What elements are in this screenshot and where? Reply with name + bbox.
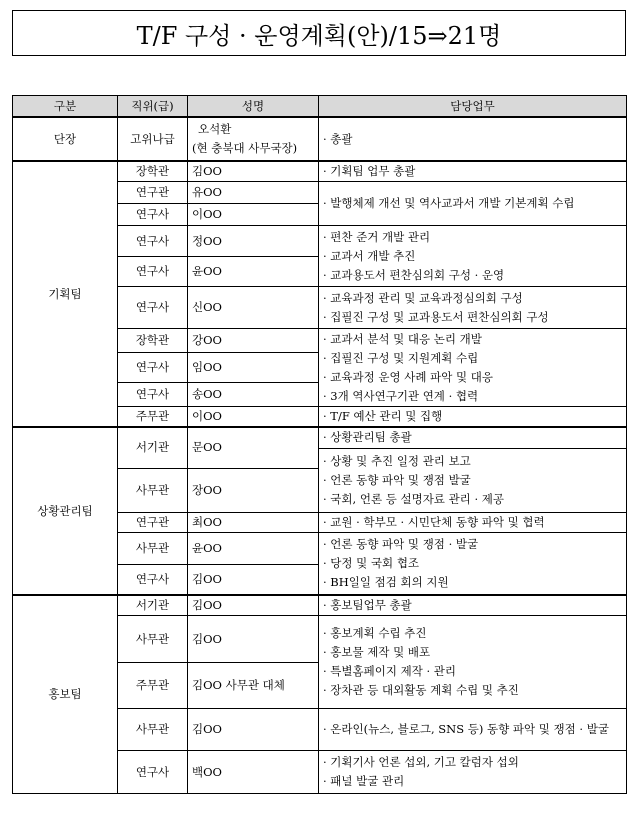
duty-line: · 집필진 구성 및 지원계획 수립	[323, 350, 479, 365]
header-position: 직위(급)	[118, 96, 188, 118]
duty-line: · 교과서 개발 추진	[323, 248, 416, 263]
position-cell: 장학관	[118, 329, 188, 353]
duty-line: · 특별홈페이지 제작 · 관리	[323, 664, 457, 678]
name-cell: 장OO	[188, 468, 319, 512]
table-row	[13, 595, 627, 616]
header-row	[13, 96, 627, 118]
duty-line: · 교육과정 운영 사례 파악 및 대응	[323, 369, 494, 384]
name-cell: 이OO	[188, 407, 319, 428]
duty-line: · BH일일 점검 회의 지원	[323, 574, 449, 589]
duty-cell	[319, 329, 627, 407]
name-cell: 신OO	[188, 287, 319, 329]
duty-line: · 상황 및 추진 일정 관리 보고	[323, 453, 471, 468]
duty-cell	[319, 532, 627, 595]
duty-cell	[319, 287, 627, 329]
name-cell: 송OO	[188, 383, 319, 407]
duty-line: · 교과용도서 편찬심의회 구성 · 운영	[323, 267, 505, 282]
duty-line: · 집필진 구성 및 교과용도서 편찬심의회 구성	[323, 309, 549, 324]
duty-line: · 교원 · 학부모 · 시민단체 동향 파악 및 협력	[323, 514, 545, 529]
name-cell: 윤OO	[188, 257, 319, 287]
header-group: 구분	[13, 96, 118, 118]
name-cell: 강OO	[188, 329, 319, 353]
duty-cell	[319, 182, 627, 226]
document-title: T/F 구성 · 운영계획(안)/15⇒21명	[136, 21, 502, 50]
duty-cell	[319, 161, 627, 182]
name-cell: 김OO	[188, 595, 319, 616]
name-cell: 백OO	[188, 751, 319, 794]
position-cell: 연구사	[118, 751, 188, 794]
group-cell-leader: 단장	[13, 117, 118, 161]
name-cell: 김OO	[188, 709, 319, 751]
group-cell-status: 상황관리팀	[13, 427, 118, 595]
name-cell: 김OO	[188, 161, 319, 182]
group-cell-planning: 기획팀	[13, 161, 118, 427]
duty-cell	[319, 117, 627, 161]
position-cell: 사무관	[118, 616, 188, 663]
position-cell: 연구사	[118, 204, 188, 226]
duty-cell	[319, 407, 627, 428]
duty-cell	[319, 448, 627, 512]
name-cell: 유OO	[188, 182, 319, 204]
duty-cell	[319, 751, 627, 794]
duty-line: · 기획팀 업무 총괄	[323, 164, 416, 178]
duty-cell	[319, 709, 627, 751]
duty-line: · 편찬 준거 개발 관리	[323, 229, 431, 244]
group-cell-pr: 홍보팀	[13, 595, 118, 794]
duty-line: · 홍보계획 수립 추진	[323, 626, 427, 640]
position-cell: 사무관	[118, 709, 188, 751]
duty-line: · 상황관리팀 총괄	[323, 430, 412, 445]
duty-cell	[319, 595, 627, 616]
duty-line: · 언론 동향 파악 및 쟁점 발굴	[323, 472, 471, 487]
duty-line: · 국회, 언론 등 설명자료 관리 · 제공	[323, 491, 504, 506]
duty-line: · 기획기사 언론 섭외, 기고 칼럼자 섭외	[323, 755, 519, 769]
duty-line: · 교과서 분석 및 대응 논리 개발	[323, 331, 482, 346]
position-cell: 주무관	[118, 663, 188, 709]
position-cell: 연구사	[118, 257, 188, 287]
duty-line: · 장차관 등 대외활동 계획 수립 및 추진	[323, 683, 519, 697]
duty-cell	[319, 512, 627, 532]
duty-cell	[319, 616, 627, 709]
table-row	[13, 117, 627, 161]
duty-line: · T/F 예산 관리 및 집행	[323, 409, 443, 423]
position-cell: 고위나급	[118, 117, 188, 161]
name-cell	[188, 117, 319, 161]
name-cell: 최OO	[188, 512, 319, 532]
position-cell: 서기관	[118, 427, 188, 468]
duty-line: · 총괄	[323, 131, 353, 146]
duty-line: · 교육과정 관리 및 교육과정심의회 구성	[323, 290, 523, 305]
position-cell: 연구사	[118, 353, 188, 383]
header-name: 성명	[188, 96, 319, 118]
duty-line: · 패널 발굴 관리	[323, 774, 405, 788]
duty-cell	[319, 226, 627, 287]
duty-line: · 언론 동향 파악 및 쟁점 · 발굴	[323, 536, 479, 551]
name-cell: 윤OO	[188, 532, 319, 564]
name-cell: 이OO	[188, 204, 319, 226]
position-cell: 사무관	[118, 532, 188, 564]
name-cell: 정OO	[188, 226, 319, 257]
position-cell: 연구사	[118, 383, 188, 407]
tf-organization-table	[12, 95, 627, 794]
position-cell: 장학관	[118, 161, 188, 182]
name-line: 오석환	[198, 122, 232, 136]
table-row	[13, 161, 627, 182]
name-cell: 임OO	[188, 353, 319, 383]
duty-line: · 당정 및 국회 협조	[323, 555, 420, 570]
position-cell: 사무관	[118, 468, 188, 512]
table-row	[13, 427, 627, 448]
header-duty: 담당업무	[319, 96, 627, 118]
duty-line: · 온라인(뉴스, 블로그, SNS 등) 동향 파악 및 쟁점 · 발굴	[323, 722, 609, 736]
position-cell: 연구관	[118, 512, 188, 532]
duty-line: · 발행체제 개선 및 역사교과서 개발 기본계획 수립	[323, 196, 575, 210]
duty-line: · 3개 역사연구기관 연계 · 협력	[323, 388, 479, 403]
duty-cell	[319, 427, 627, 448]
name-line: (현 충북대 사무국장)	[192, 141, 298, 155]
duty-line: · 홍보물 제작 및 배포	[323, 645, 431, 659]
position-cell: 연구사	[118, 287, 188, 329]
name-cell: 문OO	[188, 427, 319, 468]
name-cell: 김OO	[188, 616, 319, 663]
position-cell: 주무관	[118, 407, 188, 428]
document-title-box	[12, 10, 626, 56]
position-cell: 연구관	[118, 182, 188, 204]
name-cell: 김OO 사무관 대체	[188, 663, 319, 709]
position-cell: 연구사	[118, 564, 188, 595]
position-cell: 연구사	[118, 226, 188, 257]
position-cell: 서기관	[118, 595, 188, 616]
name-cell: 김OO	[188, 564, 319, 595]
duty-line: · 홍보팀업무 총괄	[323, 598, 412, 612]
